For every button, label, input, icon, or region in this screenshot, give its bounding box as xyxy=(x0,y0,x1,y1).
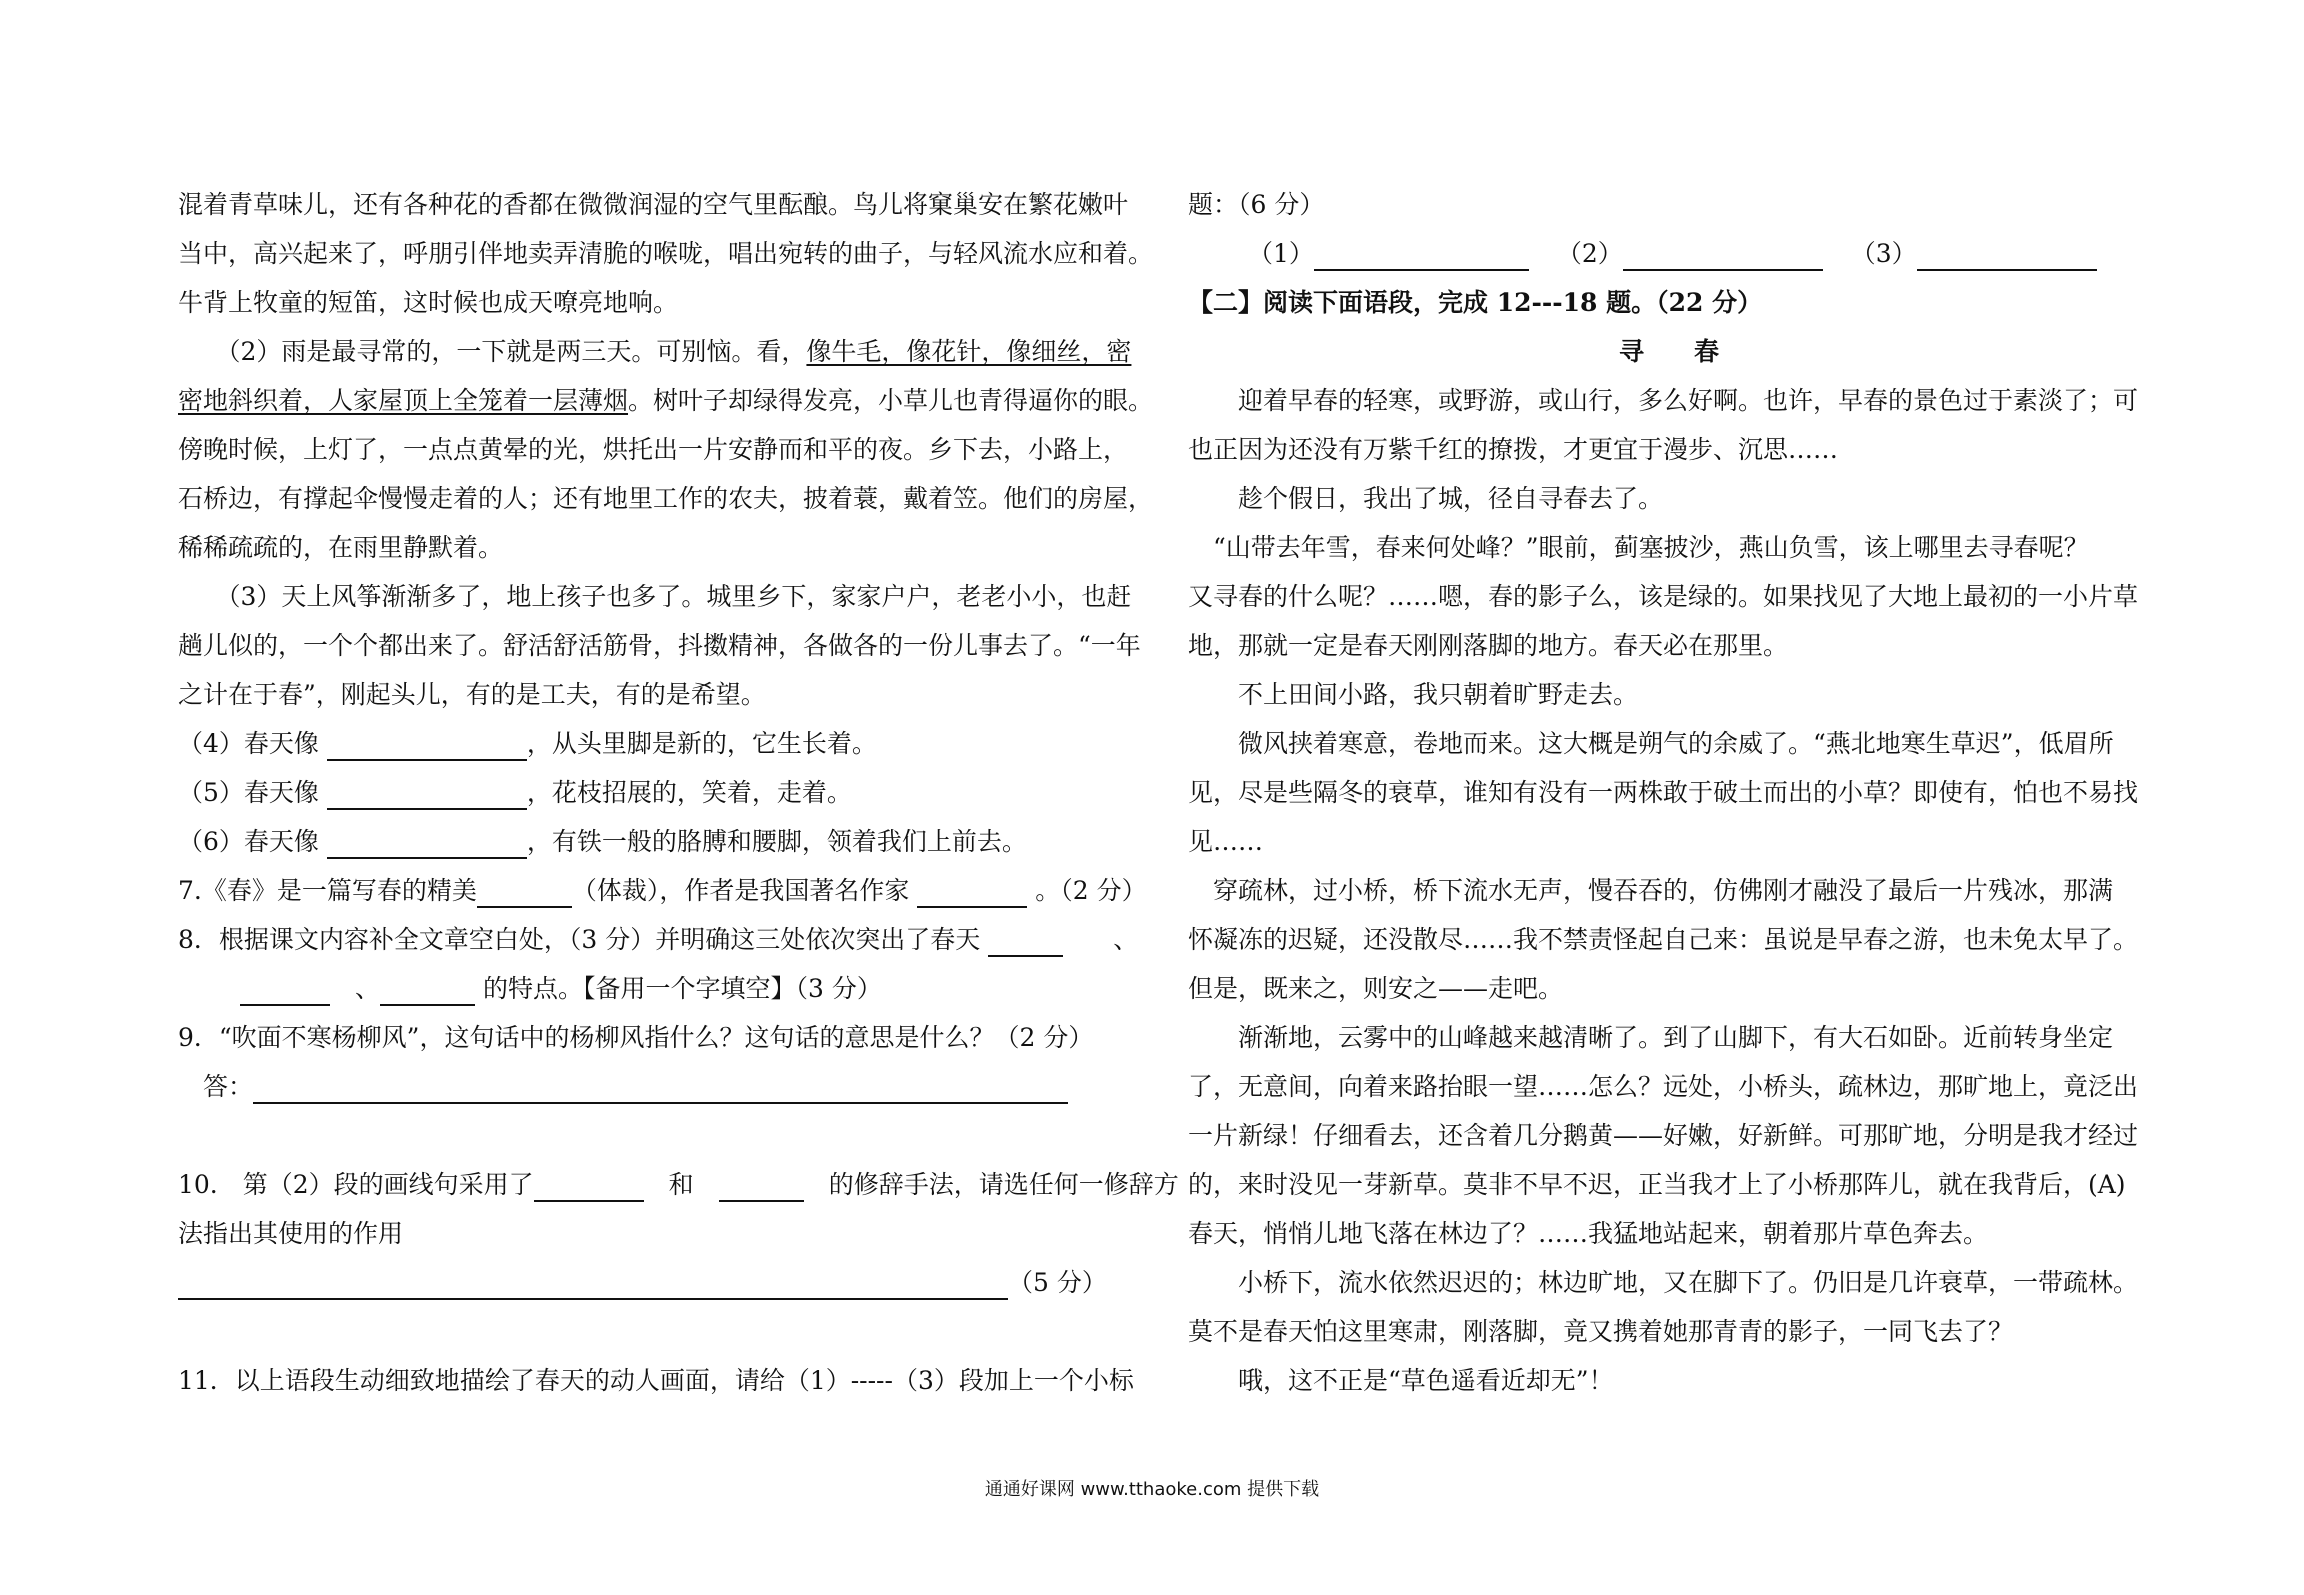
passage-title: 寻 春 xyxy=(1618,337,1719,366)
underlined-sentence: 像牛毛，像花针，像细丝，密 xyxy=(806,337,1132,366)
question-10-answer xyxy=(178,1258,1143,1307)
answer-blank[interactable] xyxy=(380,976,475,1006)
text-line: 趟儿似的，一个个都出来了。舒活舒活筋骨，抖擞精神，各做各的一份儿事去了。“一年 xyxy=(178,631,1141,660)
text-line: 傍晚时候，上灯了，一点点黄晕的光，烘托出一片安静而和平的夜。乡下去，小路上， xyxy=(178,435,1129,464)
answer-blank[interactable] xyxy=(719,1172,804,1202)
question-10-cont: 法指出其使用的作用 xyxy=(178,1219,404,1248)
text-line: 混着青草味儿，还有各种花的香都在微微润湿的空气里酝酿。鸟儿将窠巢安在繁花嫩叶 xyxy=(178,190,1129,219)
answer-blank[interactable] xyxy=(988,927,1063,957)
text-line: 迎着早春的轻寒，或野游，或山行，多么好啊。也许，早春的景色过于素淡了；可 xyxy=(1188,386,2139,415)
text-line: 莫不是春天怕这里寒肃，刚落脚，竟又携着她那青青的影子，一同飞去了？ xyxy=(1188,1317,2014,1346)
answer-blank[interactable] xyxy=(1917,241,2097,271)
text-line xyxy=(178,327,1143,376)
fill-in-line-4 xyxy=(178,719,1143,768)
text-segment: 、 xyxy=(1063,925,1139,954)
answer-blank[interactable] xyxy=(240,976,330,1006)
text-segment: 答： xyxy=(178,1072,254,1101)
text-segment: （2） xyxy=(1556,239,1623,268)
text-line: 题：（6 分） xyxy=(1188,190,1325,219)
text-line: 的，来时没见一芽新草。莫非不早不迟，正当我才上了小桥那阵儿，就在我背后，(A) xyxy=(1188,1170,2126,1199)
text-segment: 的特点。【备用一个字填空】（3 分） xyxy=(475,974,882,1003)
text-segment: （4）春天像 xyxy=(178,729,327,758)
fill-in-line-5 xyxy=(178,768,1143,817)
text-line: 当中，高兴起来了，呼朋引伴地卖弄清脆的喉咙，唱出宛转的曲子，与轻风流水应和着。 xyxy=(178,239,1154,268)
question-8-cont xyxy=(178,964,1143,1013)
text-line: 地，那就一定是春天刚刚落脚的地方。春天必在那里。 xyxy=(1188,631,1789,660)
text-segment: 、 xyxy=(330,974,381,1003)
answer-blank[interactable] xyxy=(1314,241,1529,271)
answer-blank[interactable] xyxy=(1623,241,1823,271)
answer-blank[interactable] xyxy=(477,878,572,908)
text-line: 但是，既来之，则安之——走吧。 xyxy=(1188,974,1564,1003)
question-11: 11．以上语段生动细致地描绘了春天的动人画面，请给（1）-----（3）段加上一个小标 xyxy=(178,1366,1134,1395)
text-segment: ，花枝招展的，笑着，走着。 xyxy=(526,778,852,807)
text-segment: （1） xyxy=(1248,239,1314,268)
underlined-sentence: 密地斜织着，人家屋顶上全笼着一层薄烟 xyxy=(178,386,629,415)
question-11-blanks xyxy=(1188,229,2150,278)
right-column xyxy=(1188,180,2150,1405)
question-9-answer xyxy=(178,1062,1143,1111)
text-segment: 10. 第（2）段的画线句采用了 xyxy=(178,1170,534,1199)
text-line: 哦，这不正是“草色遥看近却无”！ xyxy=(1188,1366,1614,1395)
text-line: 了，无意间，向着来路抬眼一望……怎么？远处，小桥头，疏林边，那旷地上，竟泛出 xyxy=(1188,1072,2139,1101)
text-line: 趁个假日，我出了城，径自寻春去了。 xyxy=(1188,484,1664,513)
spacer xyxy=(178,1307,1143,1356)
question-10 xyxy=(178,1160,1179,1209)
text-line: 牛背上牧童的短笛，这时候也成天嘹亮地响。 xyxy=(178,288,679,317)
text-line: “山带去年雪，春来何处峰？”眼前，蓟塞披沙，燕山负雪，该上哪里去寻春呢？ xyxy=(1188,533,2089,562)
text-line: 不上田间小路，我只朝着旷野走去。 xyxy=(1188,680,1639,709)
fill-in-line-6 xyxy=(178,817,1143,866)
score: （5 分） xyxy=(1008,1268,1107,1297)
text-segment: （体裁），作者是我国著名作家 xyxy=(571,876,918,905)
text-segment: （3） xyxy=(1850,239,1917,268)
text-line: 也正因为还没有万紫千红的撩拨，才更宜于漫步、沉思…… xyxy=(1188,435,1839,464)
text-line: 怀凝冻的迟疑，还没散尽……我不禁责怪起自己来：虽说是早春之游，也未免太早了。 xyxy=(1188,925,2139,954)
text-line: 穿疏林，过小桥，桥下流水无声，慢吞吞的，仿佛刚才融没了最后一片残冰，那满 xyxy=(1188,876,2114,905)
text-line: 小桥下，流水依然迟迟的；林边旷地，又在脚下了。仍旧是几许衰草，一带疏林。 xyxy=(1188,1268,2139,1297)
text-line: 又寻春的什么呢？……嗯，春的影子么，该是绿的。如果找见了大地上最初的一小片草 xyxy=(1188,582,2139,611)
question-8 xyxy=(178,915,1143,964)
page-footer: 通通好课网 www.tthaoke.com 提供下载 xyxy=(984,1479,1320,1500)
text-segment: ，有铁一般的胳膊和腰脚，领着我们上前去。 xyxy=(526,827,1027,856)
text-segment: 的修辞手法，请选任何一修辞方 xyxy=(803,1170,1179,1199)
text-line: 石桥边，有撑起伞慢慢走着的人；还有地里工作的农夫，披着蓑，戴着笠。他们的房屋， xyxy=(178,484,1154,513)
text-line: 稀稀疏疏的，在雨里静默着。 xyxy=(178,533,504,562)
answer-blank[interactable] xyxy=(178,1270,1008,1300)
answer-blank[interactable] xyxy=(917,878,1027,908)
text-segment: 8．根据课文内容补全文章空白处，（3 分）并明确这三处依次突出了春天 xyxy=(178,925,989,954)
text-line: 渐渐地，云雾中的山峰越来越清晰了。到了山脚下，有大石如卧。近前转身坐定 xyxy=(1188,1023,2114,1052)
text-segment: 和 xyxy=(643,1170,719,1199)
answer-blank[interactable] xyxy=(327,780,527,810)
text-line xyxy=(178,376,1154,425)
text-line: 春天，悄悄儿地飞落在林边了？……我猛地站起来，朝着那片草色奔去。 xyxy=(1188,1219,1989,1248)
text-segment: 。（2 分） xyxy=(1027,876,1147,905)
left-column xyxy=(178,180,1179,1405)
text-segment: （5）春天像 xyxy=(178,778,327,807)
question-9: 9．“吹面不寒杨柳风”，这句话中的杨柳风指什么？这句话的意思是什么？（2 分） xyxy=(178,1023,1094,1052)
answer-blank[interactable] xyxy=(534,1172,644,1202)
text-segment: （2）雨是最寻常的，一下就是两三天。可别恼。看， xyxy=(178,337,807,366)
question-7 xyxy=(178,866,1147,915)
answer-blank[interactable] xyxy=(327,829,527,859)
text-line: 见，尽是些隔冬的衰草，谁知有没有一两株敢于破土而出的小草？即使有，怕也不易找 xyxy=(1188,778,2139,807)
text-line: 微风挟着寒意，卷地而来。这大概是朔气的余威了。“燕北地寒生草迟”，低眉所 xyxy=(1188,729,2114,758)
section-heading: 【二】阅读下面语段，完成 12---18 题。（22 分） xyxy=(1188,288,1763,317)
text-line: 之计在于春”，刚起头儿，有的是工夫，有的是希望。 xyxy=(178,680,766,709)
answer-blank[interactable] xyxy=(327,731,527,761)
text-line: （3）天上风筝渐渐多了，地上孩子也多了。城里乡下，家家户户，老老小小，也赶 xyxy=(178,582,1132,611)
text-segment: ，从头里脚是新的，它生长着。 xyxy=(526,729,877,758)
answer-blank[interactable] xyxy=(253,1074,1068,1104)
text-line: 一片新绿！仔细看去，还含着几分鹅黄——好嫩，好新鲜。可那旷地，分明是我才经过 xyxy=(1188,1121,2139,1150)
text-segment: 7.《春》是一篇写春的精美 xyxy=(178,876,477,905)
text-segment: （6）春天像 xyxy=(178,827,327,856)
spacer xyxy=(178,1111,1143,1160)
text-line: 见…… xyxy=(1188,827,1264,856)
text-segment: 。树叶子却绿得发亮，小草儿也青得逼你的眼。 xyxy=(628,386,1154,415)
